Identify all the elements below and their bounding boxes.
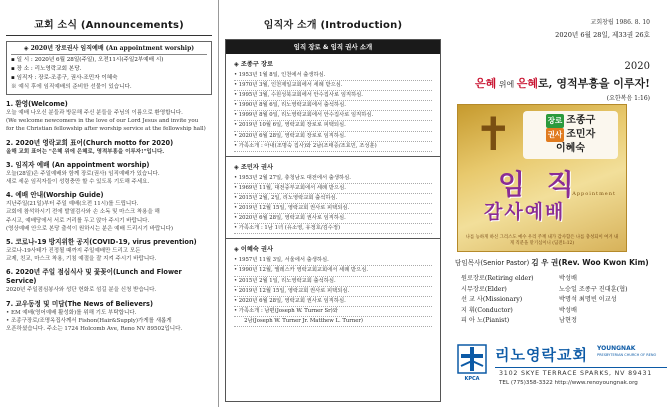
- section-title: ◈ 조종구 장로: [234, 61, 273, 68]
- news-line: 주시고, 예배당에서 서로 거리를 두고 앉아 주시기 바랍니다.: [6, 217, 150, 224]
- pastor-name: 김 우 권(Rev. Woo Kwon Kim): [531, 258, 649, 267]
- bio-item: • 2019년 12월 15일, 영락교회 권사로 피택되심.: [234, 287, 432, 297]
- appointment-worship-box: [6, 41, 212, 95]
- announcements-heading: 교회 소식 (Announcements): [34, 20, 184, 31]
- church-contact: TEL (775)358-3322 http://www.renoyoungnak.org: [499, 380, 638, 386]
- poster-subtitle: 감사예배: [484, 201, 566, 223]
- bio-item: • 1995년 3월, 수원성북교회에서 안수집사로 임직하심.: [234, 91, 432, 101]
- staff-name: 박명석 최명빈 이교성: [559, 296, 617, 303]
- news-line: 오늘 예배 나오신 분들과 방문해 주신 분들을 주님의 이름으로 환영합니다.: [6, 110, 183, 116]
- news-title: 3. 임직자 예배 (An appointment worship): [6, 160, 150, 169]
- staff-role: 원로장로(Retiring elder): [461, 275, 534, 282]
- staff-row: [461, 274, 661, 285]
- staff-row: [461, 316, 661, 327]
- staff-role: 선 교 사(Missionary): [461, 296, 523, 303]
- section-title: ◈ 조민자 권사: [234, 163, 273, 171]
- elder-tag: 장로: [546, 114, 565, 128]
- news-title: 1. 환영(Welcome): [6, 100, 68, 108]
- senior-pastor: [455, 257, 649, 268]
- bio-item: • 1969년 11월, 대전중부교회에서 세례 받으심.: [234, 184, 432, 194]
- bio-item: • 1953년 2월 27일, 충청남도 대전에서 출생하심.: [234, 174, 432, 184]
- church-name-korean: 리노영락교회: [495, 346, 588, 364]
- news-line: 교제, 친교, 마스크 착용, 기침 예절을 잘 지켜 주시기 바랍니다.: [6, 256, 157, 263]
- news-item: [6, 161, 212, 186]
- deaconess-lee-section: [234, 244, 432, 327]
- motto-rest: 로, 영적부흥을 이루자!: [538, 77, 650, 90]
- news-title: 7. 교우동정 및 미담(The News of Believers): [6, 299, 153, 308]
- church-address: 3102 SKYE TERRACE SPARKS, NV 89431: [499, 370, 653, 377]
- bio-item: • 2015년 2월, 2일, 리노영락교회 출석하심.: [234, 194, 432, 204]
- bio-item: • 2020년 6월 28일, 영락교회 장로로 임직하심.: [234, 132, 432, 142]
- news-title: 6. 2020년 주일 점심식사 및 꽃꽂이(Lunch and Flower Service): [6, 268, 182, 286]
- poster-third-name: 이혜숙: [556, 143, 585, 154]
- poster-elder-row: [527, 114, 614, 128]
- deaconess-jo-section: [234, 162, 432, 235]
- news-line: (We welcome newcomers in the love of our Lord Jesus and invite you: [6, 118, 199, 125]
- church-subtitle: PRESBYTERIAN CHURCH OF RENO: [597, 353, 657, 357]
- news-line: • EM 예배(영어예배 활성화)를 위해 기도 부탁합니다.: [6, 309, 137, 316]
- news-line: 2020년 주일점심봉사와 성단 헌화로 섬길 분을 신청 받습니다.: [6, 287, 157, 294]
- bio-item: • 2019년 10월 6일, 영락교회 장로로 피택되심.: [234, 121, 432, 131]
- news-line: for the Christian fellowship after worship service at the fellowship hall): [6, 126, 206, 133]
- news-line: 교회에 참석하시기 전에 발열검사와 손 소독 및 마스크 착용을 해: [6, 209, 160, 216]
- poster-appointment-label: Appointment: [572, 191, 616, 197]
- bio-item: • 1990년 8월 6일, 리노영락교회에서 출석하심.: [234, 101, 432, 111]
- cover-column: [449, 0, 670, 407]
- divider: [226, 238, 440, 239]
- church-footer: [455, 342, 667, 402]
- motto-year: 2020: [624, 61, 650, 72]
- poster-deaconess-row: [527, 128, 614, 142]
- kpca-label: KPCA: [464, 376, 480, 382]
- motto-grace-2: 은혜: [516, 77, 539, 90]
- motto-connector: 위에: [496, 80, 517, 89]
- staff-name: 남현정: [559, 317, 577, 324]
- bio-item: • 1999년 8월 0일, 리노영락교회에서 안수집사로 임직하심.: [234, 111, 432, 121]
- introduction-column: [221, 0, 445, 407]
- appointment-place-row: ▪ 장 소 : 리노영락교회 본당.: [11, 66, 82, 72]
- poster-verse: 나를 능하게 하신 그리스도 예수 우리 주께 내가 감사함은 나를 충성되이 여겨 내게 직분을 맡기심이니 (딤전1:12): [465, 235, 619, 246]
- deaconess-tag: 권사: [546, 128, 565, 142]
- motto-verse: (요한복음 1:16): [606, 95, 650, 102]
- divider: [6, 35, 212, 36]
- deaconess-name: 조민자: [566, 129, 596, 140]
- poster-title: 임 직: [498, 168, 580, 201]
- news-title: 5. 코로나-19 방지위한 공지(COVID-19, virus prevention): [6, 238, 197, 247]
- church-name-english: YOUNGNAK: [597, 345, 636, 352]
- elder-jo-section: [234, 59, 432, 152]
- bio-item: • 2015년 2월 1일, 리노영락교회 출석하심.: [234, 277, 432, 287]
- appointment-appointees-row: ▪ 임직자 : 장로-조종구, 권사-조민자 이혜숙: [11, 75, 118, 81]
- news-item: [6, 238, 212, 263]
- news-line: • 조종구장로/조명옥집사께서 Fishon(Hair&Supply)가게를 새롭게: [6, 317, 172, 324]
- news-title: 2. 2020년 영락교회 표어(Church motto for 2020): [6, 138, 174, 147]
- bio-item: • 1990년 12월, 엘레스카 영락교회교회에서 세례 받으심.: [234, 266, 432, 276]
- news-line: 코로나-19사태가 진정될 때까지 주일예배만 드리고 모든: [6, 248, 141, 255]
- news-line: 올해 교회 표어는 "은혜 위에 은혜로, 영적부흥을 이루자!"입니다.: [6, 148, 165, 155]
- staff-row: [461, 306, 661, 317]
- staff-list: [461, 274, 661, 327]
- motto-grace-1: 은혜: [474, 77, 497, 90]
- bio-item: • 1957년 11월 3일, 서울에서 출생하심.: [234, 256, 432, 266]
- staff-name: 박성배: [559, 275, 577, 282]
- staff-row: [461, 295, 661, 306]
- section-title: ◈ 이혜숙 권사: [234, 246, 273, 254]
- divider: [495, 367, 667, 368]
- appointment-date-row: ▪ 일 시 : 2020년 6월 28일(주일), 오전11시(주일2부예배 시): [11, 57, 164, 63]
- news-item: [6, 191, 212, 233]
- staff-role: 시무장로(Elder): [461, 285, 507, 293]
- news-item: [6, 100, 212, 134]
- staff-role: 피 아 노(Pianist): [461, 317, 510, 324]
- appointment-note: ※ 예식 후에 임직예배의 준비한 선물이 있습니다.: [11, 84, 132, 90]
- cross-icon: ✝: [474, 107, 513, 161]
- bio-item: • 가족소개 : 남편(Joseph W. Turner Sr)와: [234, 307, 432, 317]
- poster-names: [523, 111, 618, 159]
- news-title: 4. 예배 안내(Worship Guide): [6, 191, 104, 200]
- news-item: [6, 268, 212, 294]
- news-list: [6, 100, 212, 333]
- church-logo-icon: [457, 344, 487, 374]
- bio-item: • 2020년 6월 28일, 영락교회 권사로 임직하심.: [234, 297, 432, 307]
- church-motto: [449, 75, 650, 91]
- pastor-label: 담임목사(Senior Pastor): [455, 259, 530, 267]
- news-line: 새로 세운 임직자들이 성령충만 할 수 있도록 기도해 주세요.: [6, 179, 150, 186]
- news-line: (영상예배 안으로 본당 출석이 원하시는 분은 예배 드리시기 바랍니다): [6, 225, 174, 232]
- news-item: [6, 139, 212, 156]
- announcements-column: [0, 0, 219, 407]
- introduction-heading: 임직자 소개 (Introduction): [263, 20, 403, 31]
- bio-item: • 가족소개 : 1남 1녀 (유소영, 유정호/김수정): [234, 224, 432, 234]
- introduction-box-title: 임직 장로 & 임직 권사 소개: [226, 40, 440, 54]
- bio-item: 2남(Joseph W. Turner Jr. Matthew L. Turner): [234, 317, 432, 327]
- bio-item: • 2019년 12월 15일, 영락교회 권사로 피택되심.: [234, 204, 432, 214]
- news-item: [6, 300, 212, 334]
- staff-name: 노승일 조종구 진대훈(협): [559, 285, 628, 293]
- elder-name: 조종구: [566, 115, 596, 126]
- staff-row: [461, 285, 661, 296]
- news-line: 지난주일(21일)부터 주일 예배(오전 11시)를 드립니다.: [6, 201, 139, 208]
- staff-role: 지 휘(Conductor): [461, 306, 513, 314]
- introduction-box: [225, 39, 441, 402]
- bio-item: • 가족소개 : 아내(조명숙 집사)와 2남(조태증/조효민, 조성훈): [234, 142, 432, 152]
- appointment-poster: [457, 104, 627, 252]
- founded-date: 교회창립 1986. 8. 10: [590, 19, 650, 26]
- staff-name: 박성배: [559, 306, 577, 314]
- news-line: 오픈하셨습니다. 주소는 1724 Holcomb Ave, Reno NV 89502입니다.: [6, 326, 183, 333]
- appointment-box-title: ◈ 2020년 장로권사 임직예배 (An appointment worship): [11, 44, 207, 55]
- bulletin-date: 2020년 6월 28일, 제33권 26호: [555, 31, 650, 39]
- bio-item: • 1970년 3월, 인천제일교회에서 세례 받으심.: [234, 81, 432, 91]
- divider: [226, 156, 440, 157]
- bio-item: • 1953년 1월 8일, 인천에서 출생하심.: [234, 71, 432, 81]
- news-line: 오늘(28일)은 주일예배와 함께 장로(권사) 임직예배가 있습니다.: [6, 170, 160, 177]
- bio-item: • 2020년 6월 28일, 영락교회 권사로 임직하심.: [234, 214, 432, 224]
